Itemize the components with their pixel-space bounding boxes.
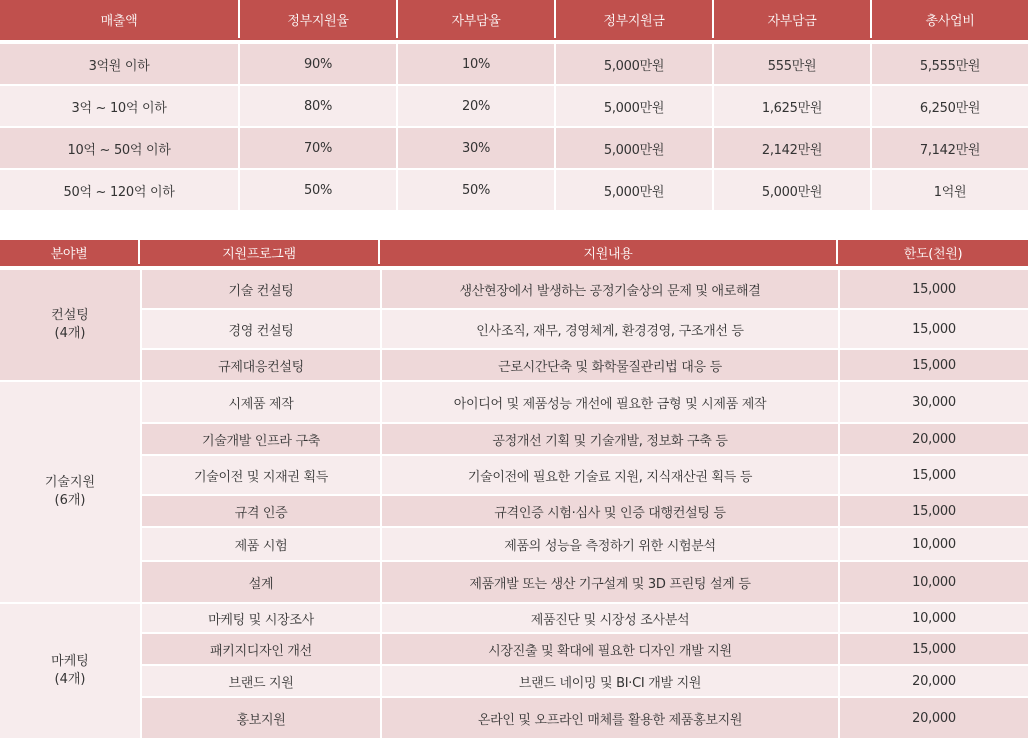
header-revenue: 매출액 — [0, 0, 240, 38]
table-row — [140, 382, 1028, 424]
cell-content: 기술이전에 필요한 기술료 지원, 지식재산권 획득 등 — [380, 456, 838, 494]
subsidy-rate-table — [0, 0, 1028, 212]
cell-limit: 10,000 — [838, 604, 1028, 632]
field-group-label: 컨설팅 (4개) — [0, 270, 140, 382]
cell-revenue: 10억 ~ 50억 이하 — [0, 128, 240, 168]
cell-gov-amount: 5,000만원 — [556, 170, 714, 210]
cell-total: 5,555만원 — [872, 44, 1028, 84]
cell-program: 브랜드 지원 — [140, 666, 380, 696]
table-row — [140, 604, 1028, 634]
header-limit: 한도(천원) — [838, 240, 1028, 264]
support-program-body — [0, 270, 1028, 740]
cell-program: 패키지디자인 개선 — [140, 634, 380, 664]
table-row — [140, 310, 1028, 350]
table-row — [140, 666, 1028, 698]
cell-limit: 10,000 — [838, 562, 1028, 602]
cell-gov-amount: 5,000만원 — [556, 44, 714, 84]
cell-limit: 15,000 — [838, 456, 1028, 494]
cell-limit: 15,000 — [838, 496, 1028, 526]
cell-content: 아이디어 및 제품성능 개선에 필요한 금형 및 시제품 제작 — [380, 382, 838, 422]
cell-gov-rate: 80% — [240, 86, 398, 126]
field-column — [0, 270, 140, 740]
field-group-label: 기술지원 (6개) — [0, 382, 140, 604]
cell-revenue: 3억원 이하 — [0, 44, 240, 84]
table-row — [140, 456, 1028, 496]
cell-program: 제품 시험 — [140, 528, 380, 560]
cell-content: 제품의 성능을 측정하기 위한 시험분석 — [380, 528, 838, 560]
cell-total: 6,250만원 — [872, 86, 1028, 126]
table-row — [0, 86, 1028, 126]
cell-limit: 30,000 — [838, 382, 1028, 422]
cell-revenue: 50억 ~ 120억 이하 — [0, 170, 240, 210]
cell-content: 인사조직, 재무, 경영체계, 환경경영, 구조개선 등 — [380, 310, 838, 348]
support-program-table — [0, 240, 1028, 740]
cell-program: 기술개발 인프라 구축 — [140, 424, 380, 454]
table-row — [0, 128, 1028, 168]
table-row — [140, 698, 1028, 740]
cell-program: 설계 — [140, 562, 380, 602]
cell-self-rate: 50% — [398, 170, 556, 210]
table-row — [140, 634, 1028, 666]
table-row — [0, 44, 1028, 84]
cell-limit: 15,000 — [838, 350, 1028, 380]
field-group-label: 마케팅 (4개) — [0, 604, 140, 740]
cell-limit: 20,000 — [838, 698, 1028, 738]
cell-program: 기술이전 및 지재권 획득 — [140, 456, 380, 494]
support-program-header-row — [0, 240, 1028, 264]
cell-program: 규제대응컨설팅 — [140, 350, 380, 380]
header-total: 총사업비 — [872, 0, 1028, 38]
cell-gov-rate: 70% — [240, 128, 398, 168]
cell-content: 규격인증 시험·심사 및 인증 대행컨설팅 등 — [380, 496, 838, 526]
header-gov-amount: 정부지원금 — [556, 0, 714, 38]
cell-gov-rate: 90% — [240, 44, 398, 84]
table-row — [140, 562, 1028, 604]
header-content: 지원내용 — [380, 240, 838, 264]
cell-total: 7,142만원 — [872, 128, 1028, 168]
cell-program: 기술 컨설팅 — [140, 270, 380, 308]
header-program: 지원프로그램 — [140, 240, 380, 264]
cell-limit: 15,000 — [838, 634, 1028, 664]
cell-program: 경영 컨설팅 — [140, 310, 380, 348]
cell-limit: 20,000 — [838, 666, 1028, 696]
cell-program: 홍보지원 — [140, 698, 380, 738]
cell-total: 1억원 — [872, 170, 1028, 210]
cell-content: 생산현장에서 발생하는 공정기술상의 문제 및 애로해결 — [380, 270, 838, 308]
cell-program: 규격 인증 — [140, 496, 380, 526]
cell-self-amount: 5,000만원 — [714, 170, 872, 210]
cell-limit: 10,000 — [838, 528, 1028, 560]
cell-content: 제품개발 또는 생산 기구설계 및 3D 프린팅 설계 등 — [380, 562, 838, 602]
cell-revenue: 3억 ~ 10억 이하 — [0, 86, 240, 126]
header-field: 분야별 — [0, 240, 140, 264]
table-row — [140, 424, 1028, 456]
table-row — [0, 170, 1028, 210]
cell-self-rate: 30% — [398, 128, 556, 168]
cell-self-rate: 20% — [398, 86, 556, 126]
cell-gov-amount: 5,000만원 — [556, 128, 714, 168]
cell-self-amount: 1,625만원 — [714, 86, 872, 126]
cell-self-amount: 555만원 — [714, 44, 872, 84]
cell-content: 브랜드 네이밍 및 BI·CI 개발 지원 — [380, 666, 838, 696]
subsidy-rate-body — [0, 44, 1028, 210]
cell-gov-amount: 5,000만원 — [556, 86, 714, 126]
cell-limit: 15,000 — [838, 310, 1028, 348]
table-row — [140, 350, 1028, 382]
cell-limit: 15,000 — [838, 270, 1028, 308]
cell-self-rate: 10% — [398, 44, 556, 84]
cell-gov-rate: 50% — [240, 170, 398, 210]
cell-program: 마케팅 및 시장조사 — [140, 604, 380, 632]
header-self-rate: 자부담율 — [398, 0, 556, 38]
table-row — [140, 528, 1028, 562]
cell-self-amount: 2,142만원 — [714, 128, 872, 168]
table-row — [140, 496, 1028, 528]
header-self-amount: 자부담금 — [714, 0, 872, 38]
cell-limit: 20,000 — [838, 424, 1028, 454]
cell-program: 시제품 제작 — [140, 382, 380, 422]
subsidy-rate-header-row — [0, 0, 1028, 38]
cell-content: 시장진출 및 확대에 필요한 디자인 개발 지원 — [380, 634, 838, 664]
program-rows — [140, 270, 1028, 740]
cell-content: 제품진단 및 시장성 조사분석 — [380, 604, 838, 632]
header-gov-rate: 정부지원율 — [240, 0, 398, 38]
cell-content: 근로시간단축 및 화학물질관리법 대응 등 — [380, 350, 838, 380]
cell-content: 공정개선 기획 및 기술개발, 정보화 구축 등 — [380, 424, 838, 454]
table-row — [140, 270, 1028, 310]
cell-content: 온라인 및 오프라인 매체를 활용한 제품홍보지원 — [380, 698, 838, 738]
